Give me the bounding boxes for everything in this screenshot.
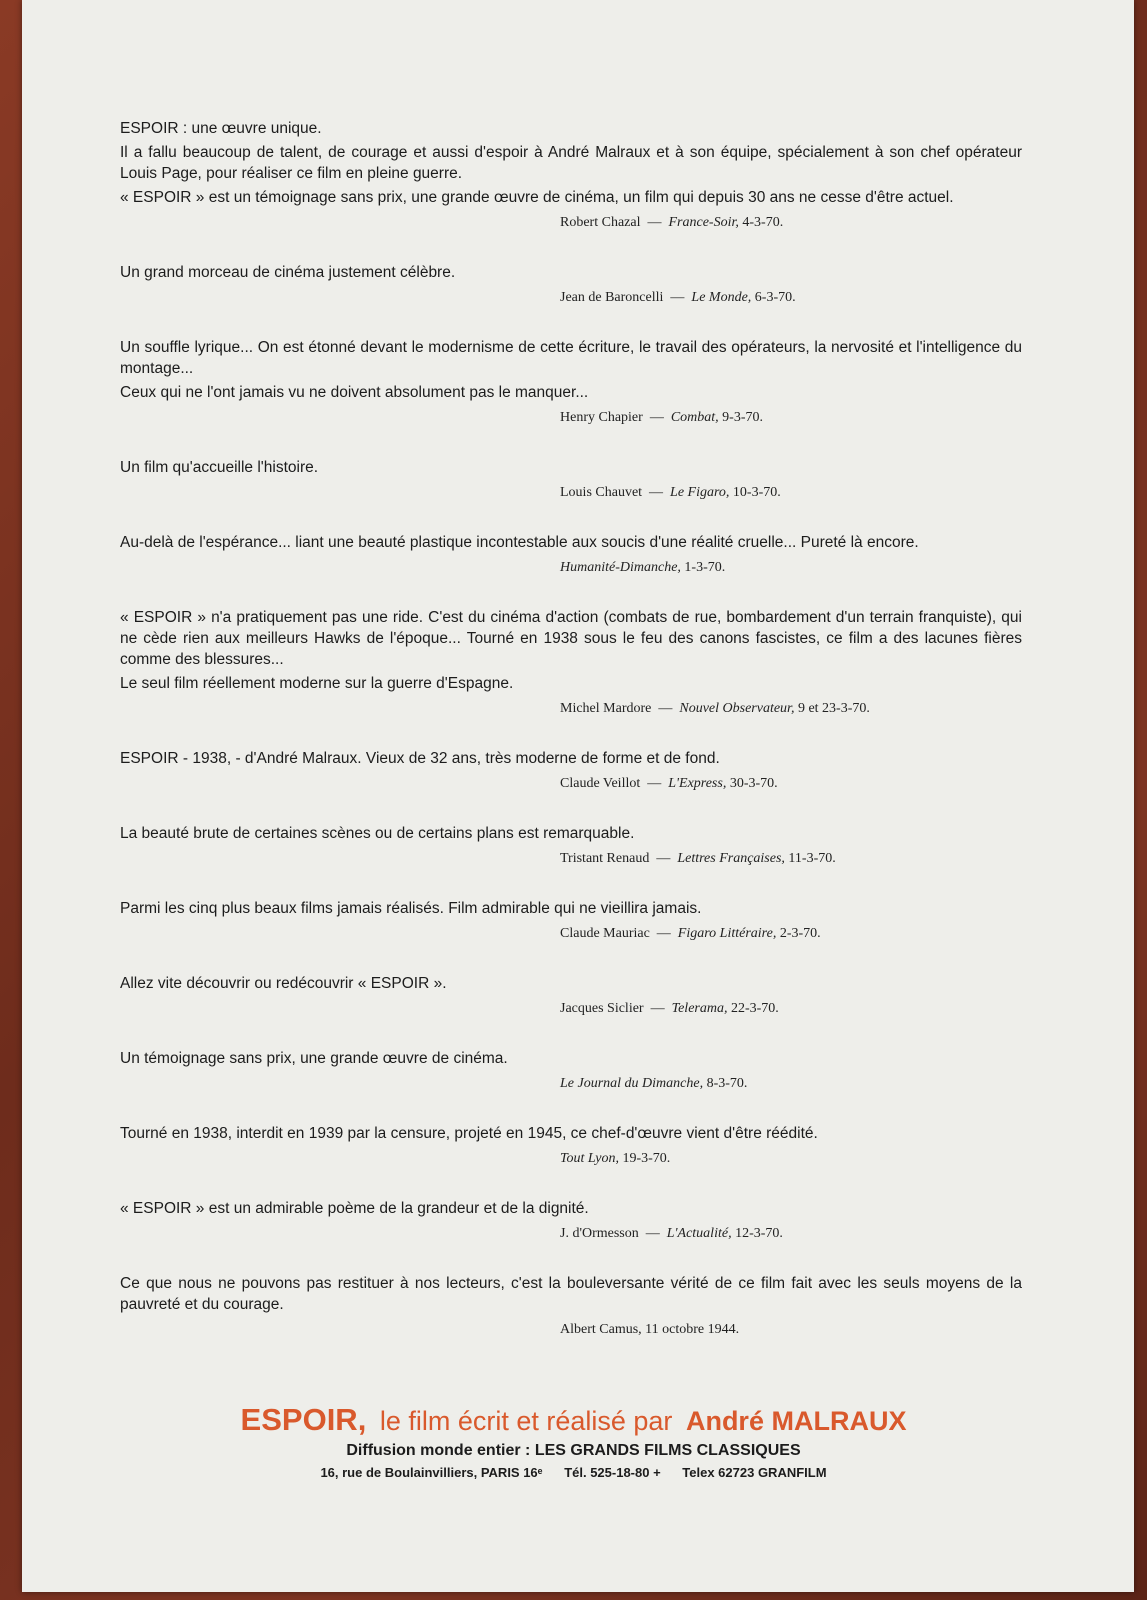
review-text: Il a fallu beaucoup de talent, de courage et aussi d'espoir à André Malraux et à son équipe, spécialement à son chef opérateur Louis Page, pour réaliser ce film en pleine guerre. [120,144,1022,182]
citation-separator: — [645,1226,660,1241]
review-citation [560,408,1022,428]
citation-date: 11-3-70. [788,851,836,866]
review-text: « ESPOIR » est un admirable poème de la grandeur et de la dignité. [120,1200,589,1217]
citation-source: Telerama, [671,1001,728,1016]
review-block [120,532,1022,578]
citation-date: 12-3-70. [735,1226,783,1241]
citation-author: Louis Chauvet [560,485,643,500]
citation-date: 22-3-70. [730,1001,779,1016]
review-text: Ceux qui ne l'ont jamais vu ne doivent absolument pas le manquer... [120,384,589,401]
citation-date: 30-3-70. [729,776,778,791]
citation-source: Nouvel Observateur, [679,701,795,716]
citation-date: 4-3-70. [742,215,784,230]
review-text: Au-delà de l'espérance... liant une beauté plastique incontestable aux soucis d'une réalité cruelle... Pureté là encore. [120,534,919,551]
citation-date: 10-3-70. [732,485,781,500]
film-subtitle: le film écrit et réalisé par [379,1406,673,1436]
review-text: Parmi les cinq plus beaux films jamais réalisés. Film admirable qui ne vieillira jamais. [120,900,702,917]
contact-line [0,1462,1147,1484]
review-text: La beauté brute de certaines scènes ou de certains plans est remarquable. [120,825,635,842]
review-citation [560,483,1022,503]
review-block [120,337,1022,428]
citation-date: 9-3-70. [722,410,763,425]
review-block [120,262,1022,308]
film-title: ESPOIR, [240,1402,367,1437]
review-text: Un souffle lyrique... On est étonné devant le modernisme de cette écriture, le travail des opérateurs, la nervosité et l'intelligence du montage... [120,339,1022,377]
review-text: Un film qu'accueille l'histoire. [120,459,319,476]
review-block [120,973,1022,1019]
review-block [120,748,1022,794]
citation-separator: — [656,851,671,866]
review-text: Allez vite découvrir ou redécouvrir « ESPOIR ». [120,975,447,992]
review-block [120,607,1022,719]
review-text: ESPOIR : une œuvre unique. [120,120,322,137]
review-citation [560,999,1022,1019]
review-block [120,457,1022,503]
director-name: André MALRAUX [685,1406,907,1436]
review-text: Ce que nous ne pouvons pas restituer à nos lecteurs, c'est la bouleversante vérité de ce film fait avec les seuls moyens de la pauvreté et du courage. [120,1275,1022,1313]
citation-separator: — [650,1001,665,1016]
review-citation [560,1074,1022,1094]
citation-date: 19-3-70. [622,1151,671,1166]
citation-separator: — [658,701,673,716]
citation-source: Lettres Françaises, [677,851,785,866]
review-text: Le seul film réellement moderne sur la guerre d'Espagne. [120,675,514,692]
citation-separator: — [647,776,662,791]
citation-author: Albert Camus, [560,1322,642,1337]
citation-source: Tout Lyon, [560,1151,619,1166]
citation-source: Le Monde, [691,290,752,305]
citation-separator: — [670,290,685,305]
citation-author: Claude Mauriac [560,926,650,941]
citation-date: 2-3-70. [779,926,821,941]
review-citation [560,699,1022,719]
citation-separator: — [649,410,664,425]
telex: Telex 62723 GRANFILM [682,1465,827,1480]
citation-author: Henry Chapier [560,410,643,425]
review-block [120,1273,1022,1340]
citation-author: Tristant Renaud [560,851,650,866]
review-text: Un grand morceau de cinéma justement célèbre. [120,264,456,281]
review-text: ESPOIR - 1938, - d'André Malraux. Vieux de 32 ans, très moderne de forme et de fond. [120,750,720,767]
review-block [120,898,1022,944]
citation-source: Humanité-Dimanche, [560,560,681,575]
citation-source: Le Journal du Dimanche, [560,1076,704,1091]
citation-source: France-Soir, [668,215,739,230]
citation-source: Figaro Littéraire, [677,926,777,941]
review-block [120,1198,1022,1244]
citation-source: L'Express, [668,776,727,791]
citation-author: Claude Veillot [560,776,641,791]
poster-sheet [22,0,1134,1592]
citation-author: Jacques Siclier [560,1001,644,1016]
citation-author: Michel Mardore [560,701,652,716]
citation-source: L'Actualité, [666,1226,732,1241]
review-text: Tourné en 1938, interdit en 1939 par la censure, projeté en 1945, ce chef-d'œuvre vient d'être réédité. [120,1125,818,1142]
citation-date: 6-3-70. [754,290,796,305]
review-block [120,1048,1022,1094]
review-block [120,118,1022,233]
review-citation [560,1149,1022,1169]
citation-source: Combat, [670,410,719,425]
review-text: « ESPOIR » est un témoignage sans prix, une grande œuvre de cinéma, un film qui depuis 30 ans ne cesse d'être actuel. [120,189,954,206]
citation-date: 8-3-70. [706,1076,748,1091]
review-citation [560,558,1022,578]
review-citation [560,849,1022,869]
distribution-line: Diffusion monde entier : LES GRANDS FILMS CLASSIQUES [346,1442,801,1459]
citation-separator: — [647,215,662,230]
footer [0,1403,1147,1484]
review-text: Un témoignage sans prix, une grande œuvre de cinéma. [120,1050,508,1067]
review-citation [560,1320,1022,1340]
citation-date: 1-3-70. [684,560,726,575]
reviews-list [120,118,1022,1369]
citation-author: Jean de Baroncelli [560,290,664,305]
address: 16, rue de Boulainvilliers, PARIS 16ᵉ [320,1465,543,1480]
review-block [120,823,1022,869]
review-citation [560,213,1022,233]
phone: Tél. 525-18-80 + [564,1465,661,1480]
citation-author: Robert Chazal [560,215,641,230]
footer-title-line [0,1403,1147,1438]
citation-author: J. d'Ormesson [560,1226,639,1241]
review-citation [560,1224,1022,1244]
review-citation [560,774,1022,794]
review-citation [560,288,1022,308]
citation-date: 11 octobre 1944. [645,1322,740,1337]
review-block [120,1123,1022,1169]
citation-separator: — [649,485,664,500]
citation-source: Le Figaro, [670,485,730,500]
review-citation [560,924,1022,944]
citation-separator: — [656,926,671,941]
citation-date: 9 et 23-3-70. [797,701,870,716]
review-text: « ESPOIR » n'a pratiquement pas une ride. C'est du cinéma d'action (combats de rue, bombardement d'un terrain franquiste), qui ne cède rien aux meilleurs Hawks de l'époque... Tourné en 1938 sous le feu des canons fascistes, ce film a des lacunes fières comme des blessures... [120,609,1022,668]
